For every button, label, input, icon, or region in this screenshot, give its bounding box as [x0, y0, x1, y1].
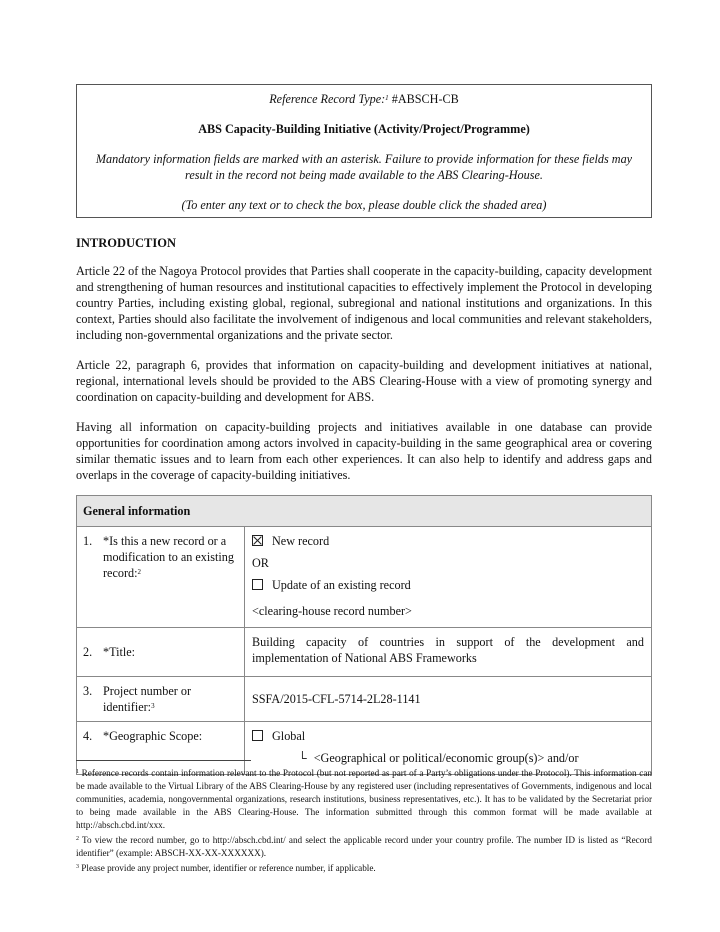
record-number-field[interactable]: <clearing-house record number> — [252, 604, 412, 618]
record-type-label: Reference Record Type: — [269, 92, 386, 106]
row-1-value-cell — [245, 527, 652, 628]
footnote-text: To view the record number, go to http://absch.cbd.int/ and select the applicable record under your country profile. The number ID is listed as “Record identifier” (example: ABSCH-XX-XX-XXXXXX). — [76, 835, 652, 858]
footnote-number: 3 — [76, 864, 79, 870]
or-text: OR — [252, 556, 269, 570]
row-1-label-cell — [77, 527, 245, 628]
document-page — [76, 84, 652, 775]
footnote-1 — [76, 767, 652, 832]
row-2-label: *Title: — [103, 645, 136, 659]
table-row — [77, 628, 652, 677]
geographic-group-field[interactable]: <Geographical or political/economic group(s)> and/or — [313, 751, 579, 765]
row-1-label: *Is this a new record or a modification to an existing record: — [103, 534, 234, 580]
row-number: 3. — [83, 684, 93, 698]
footnote-text: Please provide any project number, identifier or reference number, if applicable. — [81, 863, 376, 873]
row-number: 2. — [83, 645, 93, 659]
entry-instruction: (To enter any text or to check the box, please double click the shaded area) — [181, 198, 547, 212]
general-info-table — [76, 495, 652, 775]
row-number: 4. — [83, 729, 93, 743]
global-label: Global — [272, 729, 306, 743]
footnote-number: 2 — [76, 836, 79, 842]
footnotes — [76, 767, 652, 877]
row-3-label-cell — [77, 677, 245, 722]
mandatory-note: Mandatory information fields are marked with an asterisk. Failure to provide information for these fields may result in the record not being made available to the ABS Clearing-House. — [95, 152, 633, 182]
general-info-heading: General information — [77, 496, 652, 527]
new-record-label: New record — [272, 534, 330, 548]
table-row — [77, 527, 652, 628]
sub-item-marker-icon: └ — [298, 751, 307, 765]
footnote-number: 1 — [76, 769, 79, 775]
introduction-heading: INTRODUCTION — [76, 236, 177, 250]
new-record-checkbox[interactable] — [252, 535, 263, 546]
record-type-line — [87, 91, 641, 107]
intro-paragraph-2: Article 22, paragraph 6, provides that information on capacity-building and development initiatives at national, regional, international levels should be provided to the ABS Clearing-House with a view of promoting synergy and coordination on capacity-building and development for ABS. — [76, 358, 652, 404]
record-type-value: #ABSCH-CB — [391, 92, 459, 106]
footnote-separator — [76, 760, 251, 761]
project-number-value[interactable]: SSFA/2015-CFL-5714-2L28-1141 — [245, 677, 652, 722]
row-2-label-cell — [77, 628, 245, 677]
footnote-3 — [76, 862, 652, 875]
footnote-ref-3: 3 — [151, 702, 155, 710]
record-header-box — [76, 84, 652, 218]
title-value[interactable]: Building capacity of countries in support of the development and implementation of National ABS Frameworks — [245, 628, 652, 677]
row-number: 1. — [83, 534, 93, 548]
update-record-checkbox[interactable] — [252, 579, 263, 590]
footnote-ref-2: 2 — [137, 568, 142, 576]
table-row — [77, 677, 652, 722]
form-title: ABS Capacity-Building Initiative (Activity/Project/Programme) — [198, 122, 530, 136]
intro-paragraph-3: Having all information on capacity-building projects and initiatives available in one database can provide opportunities for coordination among actors involved in capacity-building in the same geographical area or covering similar thematic issues and to learn from each other experiences. It can also help to identify and address gaps and overlaps in the coverage of capacity-building initiatives. — [76, 420, 652, 482]
footnote-ref-1: 1 — [385, 94, 389, 102]
footnote-text: Reference records contain information relevant to the Protocol (but not reported as part of a Party’s obligations under the Protocol). This information can be made available to the Virtual Library of the ABS Clearing-House by any registered user (including representatives of Governments, indigenous and local communities, academia, nongovernmental organizations, research institutions, business representatives, etc.). It has to be validated by the Secretariat prior to being made available in the ABS Clearing-House. The information submitted through this common format will be made available at http://absch.cbd.int/xxx. — [76, 768, 653, 830]
row-4-label: *Geographic Scope: — [103, 729, 203, 743]
row-3-label: Project number or identifier: — [103, 684, 191, 714]
intro-paragraph-1: Article 22 of the Nagoya Protocol provides that Parties shall cooperate in the capacity-building, capacity development and strengthening of human resources and institutional capacities to effectively implement the Protocol in developing country Parties, including existing global, regional, subregional and national institutions and organizations. In this context, Parties should also facilitate the involvement of indigenous and local communities and relevant stakeholders, including non-governmental organizations and the private sector. — [76, 264, 653, 342]
global-checkbox[interactable] — [252, 730, 263, 741]
update-record-label: Update of an existing record — [272, 578, 411, 592]
footnote-2 — [76, 834, 652, 860]
